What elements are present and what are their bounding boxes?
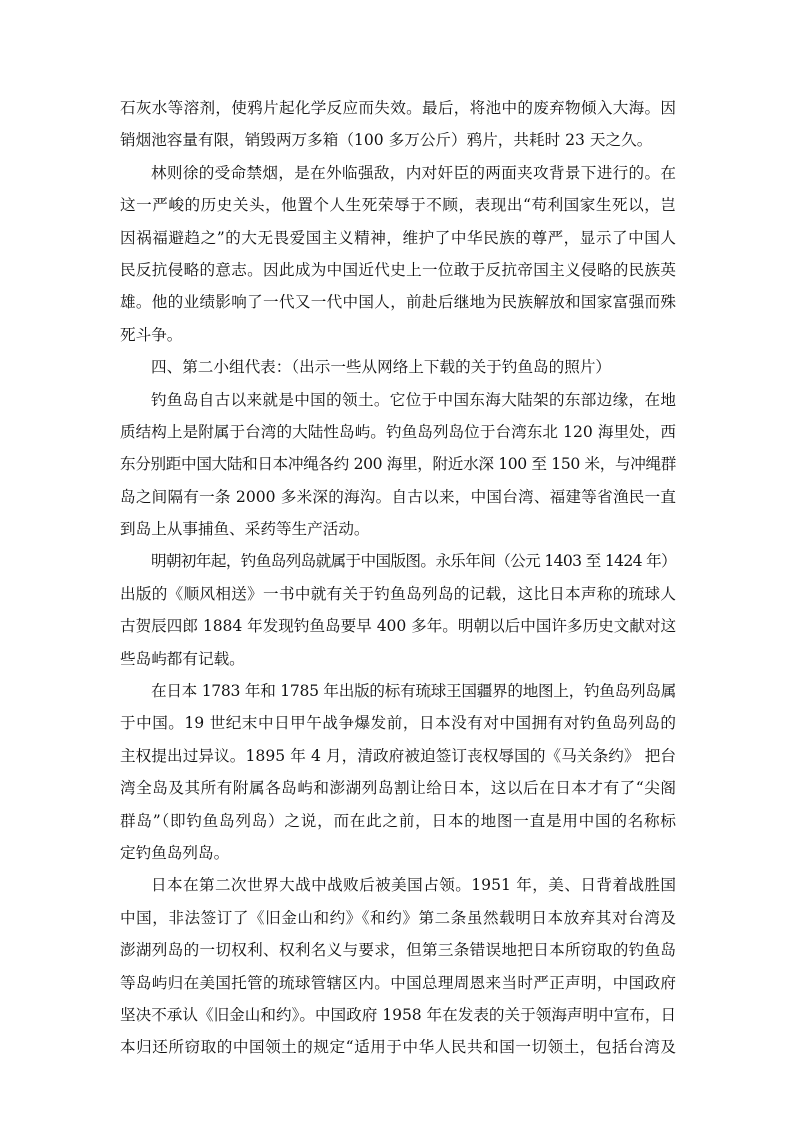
text-line: 岛之间隔有一条 2000 多米深的海沟。自古以来，中国台湾、福建等省渔民一直 [120,487,676,506]
text-line: 因祸福避趋之”的大无畏爱国主义精神，维护了中华民族的尊严，显示了中国人 [120,228,676,247]
document-body [120,92,676,1064]
text-line: 四、第二小组代表：（出示一些从网络上下载的关于钓鱼岛的照片） [151,358,612,377]
text-line: 出版的《顺风相送》一书中就有关于钓鱼岛列岛的记载，这比日本声称的琉球人 [120,584,676,603]
text-line: 定钓鱼岛列岛。 [120,843,230,862]
text-line: 在日本 1783 年和 1785 年出版的标有琉球王国疆界的地图上，钓鱼岛列岛属 [151,682,676,701]
text-line: 于中国。19 世纪末中日甲午战争爆发前，日本没有对中国拥有对钓鱼岛列岛的 [120,714,676,733]
text-line: 本归还所窃取的中国领土的规定“适用于中华人民共和国一切领土，包括台湾及 [120,1038,676,1057]
text-line: 雄。他的业绩影响了一代又一代中国人，前赴后继地为民族解放和国家富强而殊 [120,293,676,312]
text-line: 这一严峻的历史关头，他置个人生死荣辱于不顾，表现出“苟利国家生死以，岂 [120,196,676,215]
text-line: 中国，非法签订了《旧金山和约》《和约》第二条虽然载明日本放弃其对台湾及 [120,908,676,927]
text-line: 明朝初年起，钓鱼岛列岛就属于中国版图。永乐年间（公元 1403 至 1424 年） [151,552,676,571]
text-line: 销烟池容量有限，销毁两万多箱（100 多万公斤）鸦片，共耗时 23 天之久。 [120,131,653,150]
text-line: 等岛屿归在美国托管的琉球管辖区内。中国总理周恩来当时严正声明，中国政府 [120,973,676,992]
text-line: 质结构上是附属于台湾的大陆性岛屿。钓鱼岛列岛位于台湾东北 120 海里处，西 [120,422,676,441]
text-line: 湾全岛及其所有附属各岛屿和澎湖列岛割让给日本，这以后在日本才有了“尖阁 [120,779,676,798]
text-line: 主权提出过异议。1895 年 4 月，清政府被迫签订丧权辱国的《马关条约》 把台 [120,746,676,765]
text-line: 日本在第二次世界大战中战败后被美国占领。1951 年，美、日背着战胜国 [151,876,676,895]
text-line: 群岛”（即钓鱼岛列岛）之说，而在此之前，日本的地图一直是用中国的名称标 [120,811,676,830]
text-line: 石灰水等溶剂，使鸦片起化学反应而失效。最后，将池中的废弃物倾入大海。因 [120,99,676,117]
text-line: 死斗争。 [120,325,183,344]
text-line: 些岛屿都有记载。 [120,649,245,668]
text-line: 澎湖列岛的一切权利、权利名义与要求，但第三条错误地把日本所窃取的钓鱼岛 [120,941,676,960]
text-line: 坚决不承认《旧金山和约》。中国政府 1958 年在发表的关于领海声明中宣布，日 [120,1005,676,1024]
text-line: 古贺辰四郎 1884 年发现钓鱼岛要早 400 多年。明朝以后中国许多历史文献对这 [120,617,676,636]
text-line: 钓鱼岛自古以来就是中国的领土。它位于中国东海大陆架的东部边缘，在地 [151,390,676,409]
text-line: 林则徐的受命禁烟，是在外临强敌，内对奸臣的两面夹攻背景下进行的。在 [151,163,676,182]
text-line: 民反抗侵略的意志。因此成为中国近代史上一位敢于反抗帝国主义侵略的民族英 [120,260,676,279]
text-line: 到岛上从事捕鱼、采药等生产活动。 [120,520,370,539]
text-line: 东分别距中国大陆和日本冲绳各约 200 海里，附近水深 100 至 150 米，与冲绳群 [120,455,676,474]
